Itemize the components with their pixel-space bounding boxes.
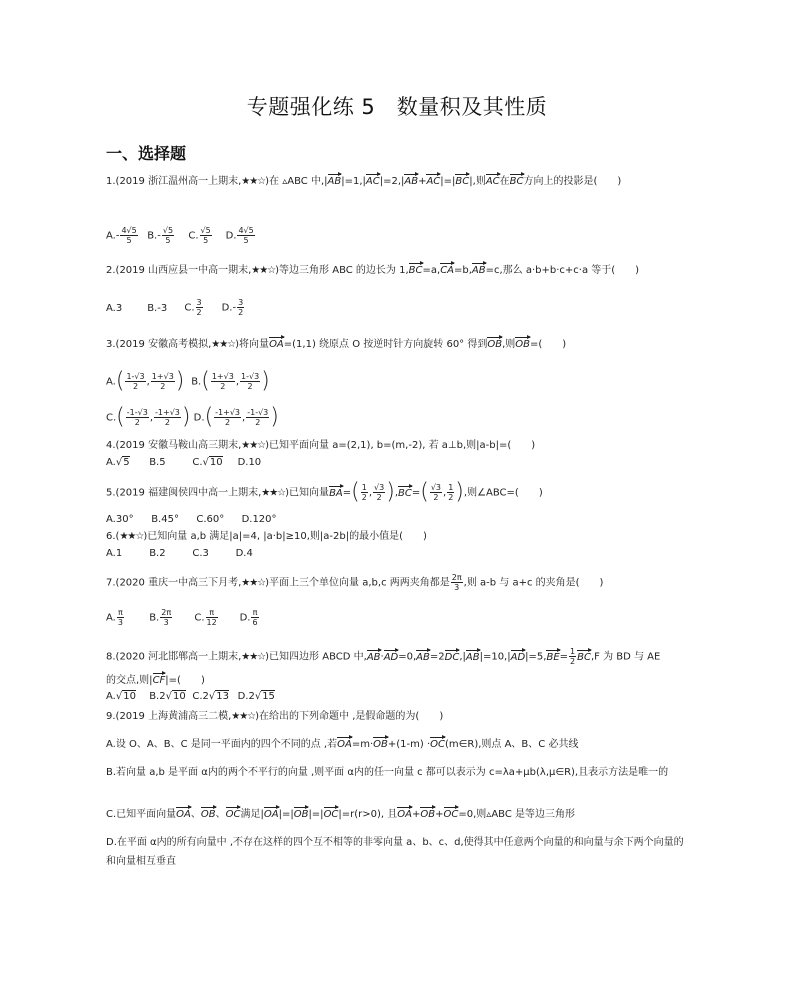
vector-ab: AB <box>416 651 430 663</box>
question-6-stem: 6.(★★☆)已知向量 a,b 满足|a|=4, |a·b|≥10,则|a-2b|的最小值是( ) <box>106 531 427 542</box>
question-8-stem-line2: 的交点,则|CF|=( ) <box>106 675 205 686</box>
difficulty-stars: ★★☆ <box>251 265 276 276</box>
option-d: D. $\frac{\pi}{6}$ <box>239 608 258 627</box>
option-c: C. $\frac{√5}{5}$ <box>188 226 211 245</box>
question-8-stem: 8.(2020 河北邯郸高一上期末,★★☆)已知四边形 ABCD 中,AB·AD=0,AB=2DC,|AB|=10,|AD|=5,BE= $\frac{1}{2}$ BC,F 为 BD 与 AE <box>106 647 661 666</box>
option-d: D.10 <box>237 457 262 468</box>
question-5-options <box>106 513 706 527</box>
vector-oa: OA <box>176 809 191 820</box>
option-d: D.2√15 <box>237 691 275 702</box>
vector-cf: CF <box>152 675 166 686</box>
vector-ob: OB <box>420 809 436 820</box>
question-1-options <box>106 226 706 245</box>
question-5-stem: 5.(2019 福建闽侯四中高一上期末,★★☆)已知向量BA=( $\frac{1}{2}$ , $\frac{√3}{2}$ ),BC=( $\frac{√3}{2}$ , $\frac{1}{2}$ ),则∠ABC=( ) <box>106 479 543 505</box>
vector-ob: OB <box>487 339 503 350</box>
difficulty-stars: ★★☆ <box>241 176 266 187</box>
option-c: C.2√13 <box>192 691 230 702</box>
option-b: B.( $\frac{1+√3}{2}$ , $\frac{1-√3}{2}$ ) <box>191 368 270 394</box>
vector-ad: AD <box>510 651 526 663</box>
question-2-stem: 2.(2019 山西应县一中高一期末,★★☆)等边三角形 ABC 的边长为 1,BC=a,CA=b,AB=c,那么 a·b+b·c+c·a 等于( ) <box>106 265 640 276</box>
option-b: B.2 <box>149 548 166 559</box>
question-3-options-ab <box>106 368 706 394</box>
question-1-stem: 1.(2019 浙江温州高一上期末,★★☆)在 ▵ABC 中,|AB|=1,|AC|=2,|AB+AC|=|BC|,则AC在BC方向上的投影是( ) <box>106 176 622 187</box>
vector-ac: AC <box>485 176 500 187</box>
question-6-options <box>106 547 706 561</box>
vector-ab: AB <box>471 265 486 276</box>
vector-oa: OA <box>397 809 413 820</box>
vector-ac: AC <box>426 176 441 187</box>
option-d: D.- $\frac{3}{2}$ <box>221 298 244 317</box>
difficulty-stars: ★★☆ <box>231 711 256 722</box>
option-d: D. $\frac{4√5}{5}$ <box>225 226 254 245</box>
option-c: C. $\frac{3}{2}$ <box>184 298 202 317</box>
option-a: A.30° <box>106 514 134 525</box>
question-3-stem: 3.(2019 安徽高考模拟,★★☆)将向量OA=(1,1) 绕原点 O 按逆时针方向旋转 60° 得到OB,则OB=( ) <box>106 339 567 350</box>
option-a: A.( $\frac{1-√3}{2}$ , $\frac{1+√3}{2}$ ) <box>106 368 185 394</box>
option-a: A. $\frac{\pi}{3}$ <box>106 608 123 627</box>
option-b: B.-3 <box>147 302 168 314</box>
difficulty-stars: ★★☆ <box>119 531 144 542</box>
vector-ob: OB <box>515 339 531 350</box>
option-b: B.- $\frac{√5}{5}$ <box>147 226 174 245</box>
question-2-options <box>106 298 706 317</box>
vector-bc: BC <box>509 176 524 187</box>
question-9-option-d: D.在平面 α内的所有向量中 ,不存在这样的四个互不相等的非零向量 a、b、c、d,使得其中任意两个向量的和向量与余下两个向量的和向量相互垂直 <box>106 837 684 867</box>
vector-ob: OB <box>373 739 388 750</box>
vector-ab: AB <box>404 176 419 187</box>
question-9-option-a: A.设 O、A、B、C 是同一平面内的四个不同的点 ,若OA=m·OB+(1-m) ·OC(m∈R),则点 A、B、C 必共线 <box>106 739 579 750</box>
question-3-options-cd <box>106 404 706 430</box>
option-a: A.√10 <box>106 691 136 702</box>
section-heading: 一、选择题 <box>106 144 187 163</box>
option-c: C. $\frac{\pi}{12}$ <box>194 608 217 627</box>
vector-ca: CA <box>440 265 455 276</box>
difficulty-stars: ★★☆ <box>241 651 266 663</box>
option-b: B.2√10 <box>149 691 186 702</box>
option-d: D.4 <box>235 548 253 559</box>
vector-bc: BC <box>455 176 470 187</box>
question-4-stem: 4.(2019 安徽马鞍山高三期末,★★☆)已知平面向量 a=(2,1), b=(m,-2), 若 a⊥b,则|a-b|=( ) <box>106 440 536 451</box>
difficulty-stars: ★★☆ <box>261 487 286 499</box>
vector-oc: OC <box>430 739 446 750</box>
question-9-option-c: C.已知平面向量OA、OB、OC满足|OA|=|OB|=|OC|=r(r>0), 且OA+OB+OC=0,则▵ABC 是等边三角形 <box>106 809 576 820</box>
option-c: C.60° <box>196 514 225 525</box>
question-9-stem: 9.(2019 上海黄浦高三二模,★★☆)在给出的下列命题中 ,是假命题的为( ) <box>106 711 444 722</box>
difficulty-stars: ★★☆ <box>241 440 266 451</box>
vector-bc: BC <box>398 487 412 499</box>
difficulty-stars: ★★☆ <box>241 577 266 589</box>
option-b: B. $\frac{2\pi}{3}$ <box>149 608 172 627</box>
vector-oa: OA <box>269 339 284 350</box>
vector-ad: AD <box>383 651 399 663</box>
option-c: C.( $\frac{-1-√3}{2}$ , $\frac{-1+√3}{2}$ ) <box>106 404 191 430</box>
option-c: C.√10 <box>192 457 223 468</box>
option-b: B.45° <box>151 514 179 525</box>
option-a: A.1 <box>106 548 123 559</box>
option-a: A.3 <box>106 302 123 314</box>
vector-bc: BC <box>577 651 591 663</box>
question-9-option-b: B.若向量 a,b 是平面 α内的两个不平行的向量 ,则平面 α内的任一向量 c 都可以表示为 c=λa+μb(λ,μ∈R),且表示方法是唯一的 <box>106 767 669 778</box>
option-d: D.120° <box>241 514 277 525</box>
vector-oc: OC <box>323 809 339 820</box>
vector-ac: AC <box>365 176 380 187</box>
vector-ab: AB <box>465 651 480 663</box>
option-c: C.3 <box>192 548 209 559</box>
question-4-options <box>106 456 706 470</box>
question-8-options <box>106 690 706 704</box>
option-b: B.5 <box>149 457 166 468</box>
vector-oa: OA <box>337 739 352 750</box>
vector-ab: AB <box>366 651 381 663</box>
vector-ba: BA <box>329 487 343 499</box>
vector-oa: OA <box>263 809 279 820</box>
option-d: D.( $\frac{-1+√3}{2}$ , $\frac{-1-√3}{2}$ ) <box>193 404 279 430</box>
page-title: 专题强化练 5 数量积及其性质 <box>246 95 548 119</box>
question-7-stem: 7.(2020 重庆一中高三下月考,★★☆)平面上三个单位向量 a,b,c 两两夹角都是 $\frac{2\pi}{3}$ ,则 a-b 与 a+c 的夹角是( ) <box>106 573 604 592</box>
difficulty-stars: ★★☆ <box>211 339 236 350</box>
question-7-options <box>106 608 706 627</box>
vector-dc: DC <box>444 651 460 663</box>
vector-ob: OB <box>200 809 216 820</box>
vector-oc: OC <box>225 809 241 820</box>
vector-oc: OC <box>443 809 459 820</box>
vector-be: BE <box>546 651 560 663</box>
vector-ab: AB <box>327 176 342 187</box>
vector-ob: OB <box>293 809 309 820</box>
vector-bc: BC <box>408 265 423 276</box>
option-a: A.- $\frac{4√5}{5}$ <box>106 226 137 245</box>
option-a: A.√5 <box>106 457 130 468</box>
